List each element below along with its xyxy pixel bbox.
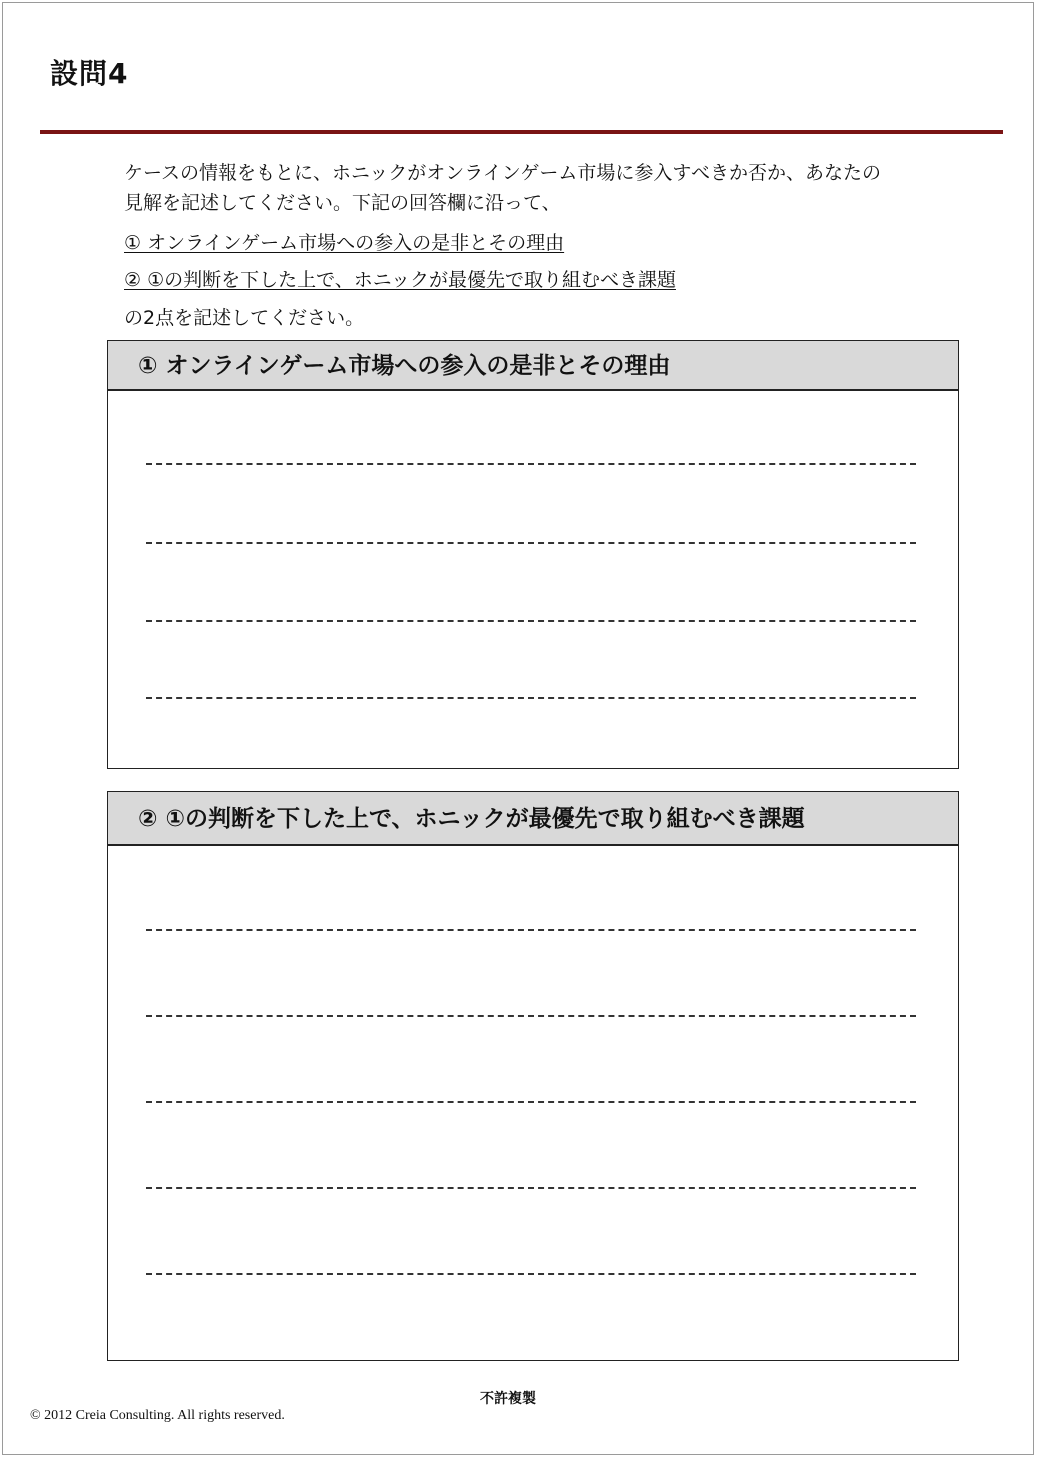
- answer-box-2: [107, 791, 959, 1361]
- intro-line-1: ケースの情報をもとに、ホニックがオンラインゲーム市場に参入すべきか否か、あなたの: [124, 162, 881, 184]
- answer-line[interactable]: [146, 697, 916, 699]
- answer-line[interactable]: [146, 929, 916, 931]
- answer-box-1-heading: ① オンラインゲーム市場への参入の是非とその理由: [108, 341, 958, 391]
- intro-line-3: の2点を記述してください。: [124, 307, 365, 329]
- intro-item-2: ② ①の判断を下した上で、ホニックが最優先で取り組むべき課題: [124, 269, 676, 291]
- intro-item-1: ① オンラインゲーム市場への参入の是非とその理由: [124, 232, 565, 254]
- answer-box-1: [107, 340, 959, 769]
- answer-line[interactable]: [146, 620, 916, 622]
- answer-line[interactable]: [146, 1101, 916, 1103]
- copyright: © 2012 Creia Consulting. All rights reserved.: [30, 1408, 285, 1423]
- answer-box-2-heading: ② ①の判断を下した上で、ホニックが最優先で取り組むべき課題: [108, 792, 958, 846]
- reproduction-notice: 不許複製: [480, 1391, 536, 1407]
- answer-line[interactable]: [146, 1187, 916, 1189]
- answer-line[interactable]: [146, 1015, 916, 1017]
- page-title: 設問4: [50, 57, 129, 90]
- title-rule: [40, 130, 1003, 134]
- answer-line[interactable]: [146, 463, 916, 465]
- answer-line[interactable]: [146, 1273, 916, 1275]
- intro-line-2: 見解を記述してください。下記の回答欄に沿って、: [124, 192, 561, 214]
- answer-line[interactable]: [146, 542, 916, 544]
